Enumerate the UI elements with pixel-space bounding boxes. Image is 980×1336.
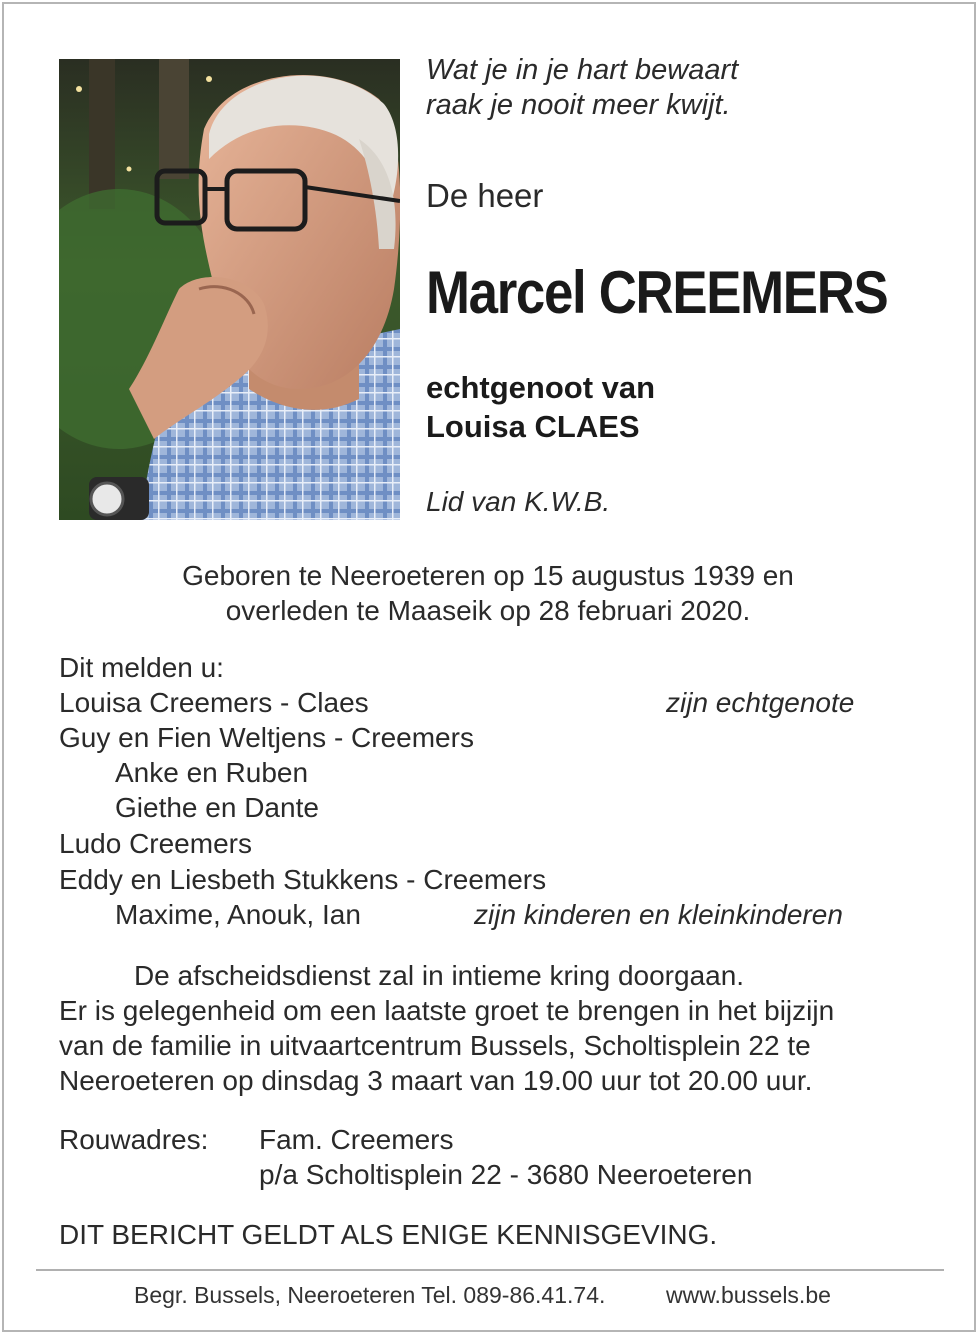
- honorific: De heer: [426, 177, 544, 214]
- spouse-name: Louisa CLAES: [426, 409, 640, 444]
- grandchildren-3: Maxime, Anouk, Ian: [115, 899, 361, 930]
- grandchildren-2: Giethe en Dante: [115, 792, 319, 823]
- spouse-block: [426, 368, 655, 446]
- spouse-role: zijn echtgenote: [666, 687, 855, 718]
- announcer-spouse: Louisa Creemers - Claes: [59, 687, 369, 718]
- birth-death-dates: [0, 558, 976, 628]
- service-line-4: Neeroeteren op dinsdag 3 maart van 19.00 uur tot 20.00 uur.: [59, 1065, 813, 1096]
- spouse-relation: echtgenoot van: [426, 370, 656, 405]
- deceased-name: Marcel CREEMERS: [426, 259, 888, 326]
- service-line-1: De afscheidsdienst zal in intieme kring doorgaan.: [133, 960, 745, 991]
- service-line-2: Er is gelegenheid om een laatste groet te brengen in het bijzijn: [59, 995, 835, 1026]
- footer-divider: [36, 1269, 944, 1271]
- grandchildren-1: Anke en Ruben: [115, 757, 309, 788]
- funeral-home-info: Begr. Bussels, Neeroeteren Tel. 089-86.41.74.: [134, 1282, 606, 1308]
- service-info: [59, 958, 929, 1098]
- birth-line: Geboren te Neeroeteren op 15 augustus 1939 en: [182, 560, 794, 591]
- death-line: overleden te Maaseik op 28 februari 2020.: [225, 595, 751, 626]
- address-line-2: p/a Scholtisplein 22 - 3680 Neeroeteren: [259, 1159, 753, 1190]
- notice-text: DIT BERICHT GELDT ALS ENIGE KENNISGEVING.: [59, 1219, 718, 1250]
- memorial-quote: [426, 53, 738, 123]
- quote-line-2: raak je nooit meer kwijt.: [426, 89, 731, 121]
- service-line-3: van de familie in uitvaartcentrum Bussels, Scholtisplein 22 te: [59, 1030, 811, 1061]
- announcers-intro: Dit melden u:: [59, 652, 224, 683]
- announcer-family-1: Guy en Fien Weltjens - Creemers: [59, 722, 474, 753]
- portrait-photo: [59, 59, 400, 520]
- quote-line-1: Wat je in je hart bewaart: [426, 54, 739, 86]
- announcer-family-2: Ludo Creemers: [59, 828, 252, 859]
- children-role: zijn kinderen en kleinkinderen: [474, 899, 843, 930]
- website-link[interactable]: www.bussels.be: [666, 1282, 831, 1308]
- announcer-family-3: Eddy en Liesbeth Stukkens - Creemers: [59, 864, 547, 895]
- membership: Lid van K.W.B.: [426, 486, 611, 517]
- address-label: Rouwadres:: [59, 1124, 209, 1155]
- address-line-1: Fam. Creemers: [259, 1124, 454, 1155]
